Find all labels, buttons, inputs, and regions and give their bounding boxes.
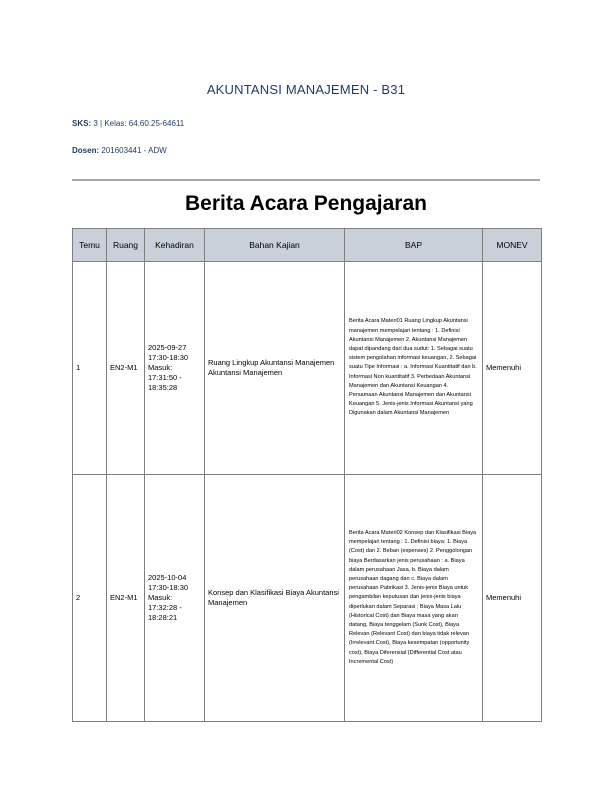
- lecturer-info: [72, 146, 167, 155]
- header-bap: BAP: [345, 229, 483, 262]
- bap-table: [72, 228, 542, 722]
- header-kehadiran: Kehadiran: [145, 229, 205, 262]
- course-title: AKUNTANSI MANAJEMEN - B31: [206, 82, 406, 97]
- temu-cell: 1: [73, 262, 107, 475]
- course-info: [72, 119, 184, 128]
- sks-value: 3 | Kelas: 64.60.25-64611: [93, 119, 185, 128]
- header-ruang: Ruang: [107, 229, 145, 262]
- temu-cell: 2: [73, 475, 107, 722]
- header-temu: Temu: [73, 229, 107, 262]
- ruang-cell: EN2-M1: [107, 475, 145, 722]
- table-row: [73, 475, 542, 722]
- bahan-kajian-cell: Konsep dan Klasifikasi Biaya Akuntansi Manajemen: [205, 475, 345, 722]
- table-row: [73, 262, 542, 475]
- document-title: Berita Acara Pengajaran: [184, 192, 427, 215]
- monev-cell: Memenuhi: [483, 262, 542, 475]
- header-bahan-kajian: Bahan Kajian: [205, 229, 345, 262]
- header-monev: MONEV: [483, 229, 542, 262]
- monev-cell: Memenuhi: [483, 475, 542, 722]
- divider: [72, 179, 540, 181]
- ruang-cell: EN2-M1: [107, 262, 145, 475]
- bahan-kajian-cell: Ruang Lingkup Akuntansi Manajemen Akuntansi Manajemen: [205, 262, 345, 475]
- table-header-row: [73, 229, 542, 262]
- sks-label: SKS:: [72, 119, 92, 128]
- bap-cell: Berita Acara Materi01 Ruang Lingkup Akuntansi manajemen mempelajari tentang : 1. Definisi Akuntansi Manajemen 2. Akuntansi Manajemen dapat dipandang dari dua sudut: 1. Sebagai suatu sistem pengolahan informasi keuangan, 2. Sebagai suatu Tipe Informasi : a. Informasi Kuantitatif dan b. Informasi Non kuantitatif 3. Perbedaan Akuntansi Manajemen dan Akuntansi Keuangan 4. Persamaan Akuntansi Manajemen dan Akuntansi Keuangan 5. Jenis-jenis Informasi Akuntansi yang Digunakan dalam Akuntansi Manajemen: [345, 262, 483, 475]
- bap-cell: Berita Acara Materi02 Konsep dan Klasifikasi Biaya mempelajari tentang : 1. Definisi biaya: 1. Biaya (Cost) dan 2. Beban (expenses) 2. Penggolongan biaya Berdasarkan jenis perusahaan : a. Biaya dalam perusahaan Jasa, b. Biaya dalam perusahaan dagang dan c. Biaya dalam perusahaan Pabrikasi 3. Jenis-jenis Biaya untuk pengambilan keputusan dan jenis-jenis biaya diperlukan dalam Separasi ; Biaya Masa Lalu (Historical Cost) dan Biaya masa yang akan datang, Biaya tenggelam (Sunk Cost), Biaya Relevan (Relevant Cost) dan biaya tidak relevan (Irrelevant Cost), Biaya kesempatan (opportunity cost), Biaya Diferensial (Differential Cost atau Incremental Cost): [345, 475, 483, 722]
- dosen-label: Dosen:: [72, 146, 100, 155]
- kehadiran-cell: 2025-09-27 17:30-18:30 Masuk: 17:31:50 - 18:35:28: [145, 262, 205, 475]
- kehadiran-cell: 2025-10-04 17:30-18:30 Masuk: 17:32:28 - 18:28:21: [145, 475, 205, 722]
- dosen-value: 201603441 - ADW: [101, 146, 167, 155]
